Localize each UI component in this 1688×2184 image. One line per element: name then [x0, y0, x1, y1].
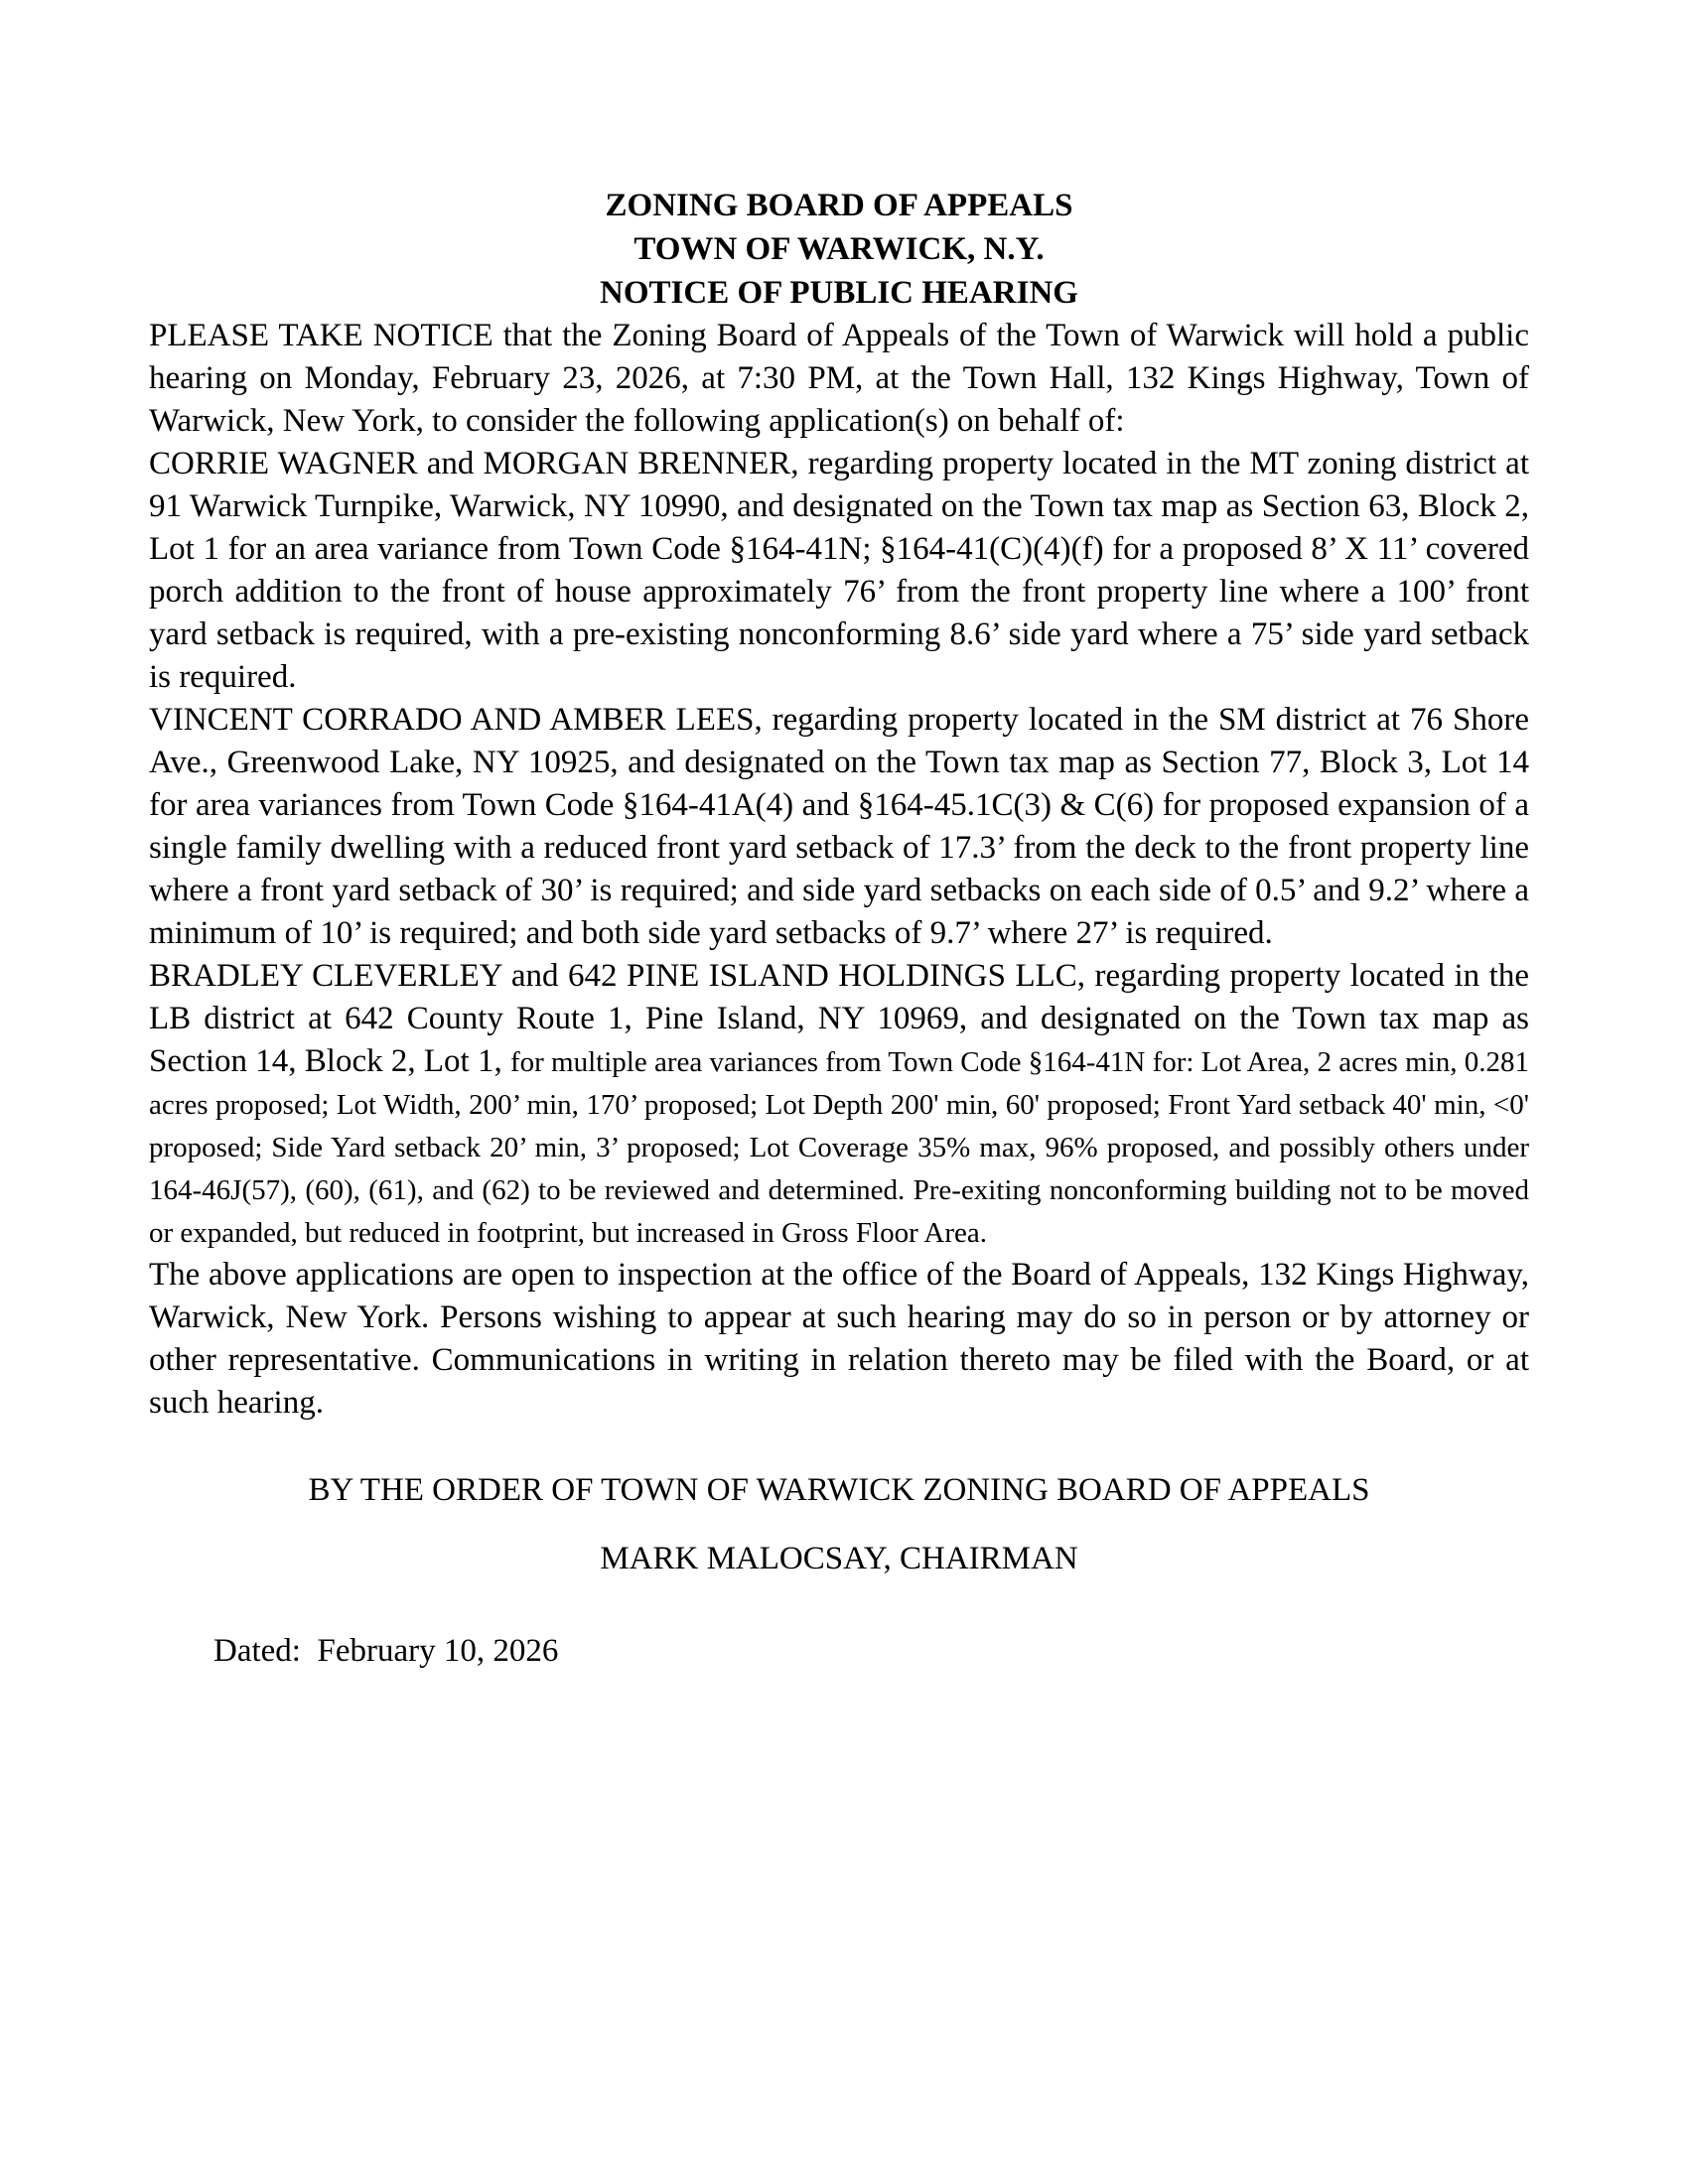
dated-line: Dated: February 10, 2026 [213, 1633, 559, 1669]
application-paragraph-corrado-lees: VINCENT CORRADO AND AMBER LEES, regarding property located in the SM district at 76 Shore Ave., Greenwood Lake, NY 10925, and designated on the Town tax map as Section 77, Block 3, Lot 14 for area variances from Town Code §164-41A(4) and §164-45.1C(3) & C(6) for proposed expansion of a single family dwelling with a reduced front yard setback of 17.3’ from the deck to the front property line where a front yard setback of 30’ is required; and side yard setbacks on each side of 0.5’ and 9.2’ where a minimum of 10’ is required; and both side yard setbacks of 9.7’ where 27’ is required. [149, 702, 1529, 951]
inspection-paragraph: The above applications are open to inspection at the office of the Board of Appeals, 132 Kings Highway, Warwick, New York. Persons wishing to appear at such hearing may do so in person or by attorney or other representative. Communications in writing in relation thereto may be filed with the Board, or at such hearing. [149, 1257, 1529, 1421]
intro-paragraph: PLEASE TAKE NOTICE that the Zoning Board of Appeals of the Town of Warwick will hold a public hearing on Monday, February 23, 2026, at 7:30 PM, at the Town Hall, 132 Kings Highway, Town of Warwick, New York, to consider the following application(s) on behalf of: [149, 318, 1529, 439]
application-paragraph-cleverley-holdings [149, 955, 1529, 1254]
title-line-board: ZONING BOARD OF APPEALS [605, 188, 1073, 223]
chairman-signature: MARK MALOCSAY, CHAIRMAN [600, 1541, 1078, 1576]
document-title [149, 184, 1529, 315]
title-line-notice: NOTICE OF PUBLIC HEARING [600, 275, 1078, 311]
title-line-town: TOWN OF WARWICK, N.Y. [633, 231, 1045, 267]
order-statement: BY THE ORDER OF TOWN OF WARWICK ZONING BOARD OF APPEALS [308, 1472, 1370, 1508]
application-cleverley-detail-text: for multiple area variances from Town Code §164-41N for: Lot Area, 2 acres min, 0.281 acres proposed; Lot Width, 200’ min, 170’ proposed; Lot Depth 200' min, 60' proposed; Front Yard setback 40' min, <0' proposed; Side Yard setback 20’ min, 3’ proposed; Lot Coverage 35% max, 96% proposed, and possibly others under 164-46J(57), (60), (61), and (62) to be reviewed and determined. Pre-exiting nonconforming building not to be moved or expanded, but reduced in footprint, but increased in Gross Floor Area. [149, 1046, 1529, 1249]
application-cleverley-lead-text: BRADLEY CLEVERLEY and 642 PINE ISLAND HOLDINGS LLC, regarding property located in the LB district at 642 County Route 1, Pine Island, NY 10969, and designated on the Town tax map as Section 14, Block 2, Lot 1, [149, 958, 1529, 1079]
application-paragraph-wagner-brenner: CORRIE WAGNER and MORGAN BRENNER, regarding property located in the MT zoning district at 91 Warwick Turnpike, Warwick, NY 10990, and designated on the Town tax map as Section 63, Block 2, Lot 1 for an area variance from Town Code §164-41N; §164-41(C)(4)(f) for a proposed 8’ X 11’ covered porch addition to the front of house approximately 76’ from the front property line where a 100’ front yard setback is required, with a pre-existing nonconforming 8.6’ side yard where a 75’ side yard setback is required. [149, 446, 1529, 695]
